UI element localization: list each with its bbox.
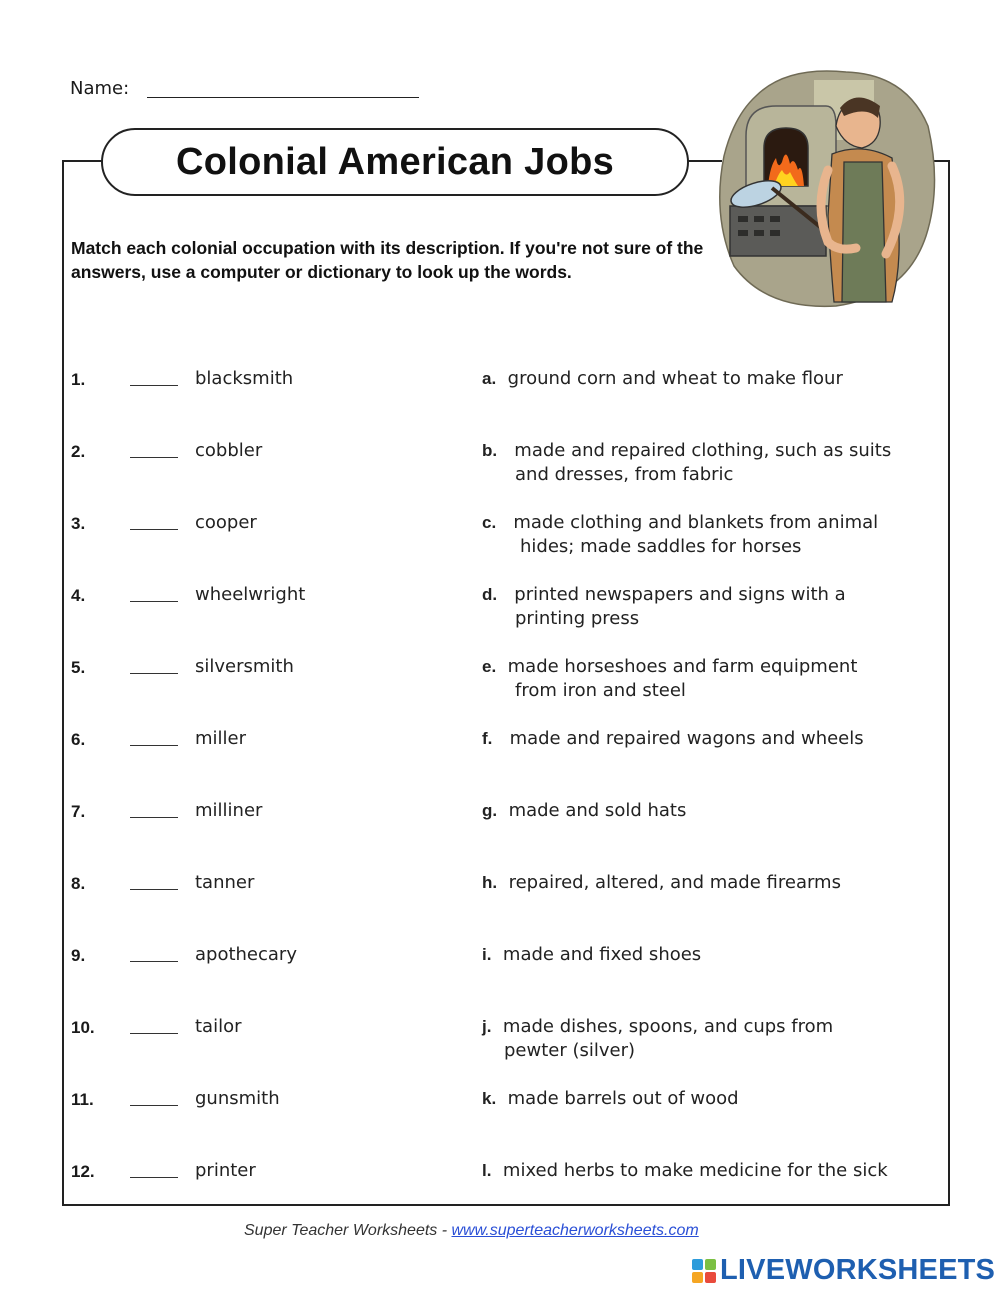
title-banner (101, 128, 689, 196)
job-number: 11. (71, 1090, 94, 1109)
description-letter: d. (482, 585, 498, 604)
description-i (482, 943, 932, 967)
description-l (482, 1159, 932, 1183)
answer-blank[interactable] (130, 1105, 178, 1106)
description-text-cont: hides; made saddles for horses (520, 536, 802, 557)
description-text-cont: pewter (silver) (504, 1040, 636, 1061)
job-number: 4. (71, 586, 86, 605)
instructions-text: Match each colonial occupation with its description. If you're not sure of the answers, use a computer or dictionary to look up the words. (71, 238, 704, 282)
job-name: wheelwright (195, 584, 306, 605)
job-number: 12. (71, 1162, 95, 1181)
answer-blank[interactable] (130, 673, 178, 674)
description-letter: c. (482, 513, 497, 532)
description-text: made and repaired clothing, such as suits (514, 440, 892, 461)
liveworksheets-logo[interactable] (692, 1254, 995, 1287)
description-a (482, 367, 932, 391)
answer-blank[interactable] (130, 601, 178, 602)
answer-blank[interactable] (130, 817, 178, 818)
footer-credit (244, 1222, 699, 1240)
job-number: 2. (71, 442, 86, 461)
description-text: made dishes, spoons, and cups from (502, 1016, 834, 1037)
job-name: milliner (195, 800, 263, 821)
description-text: made and fixed shoes (502, 944, 702, 965)
job-number: 7. (71, 802, 86, 821)
description-text: printed newspapers and signs with a (514, 584, 846, 605)
description-text: made barrels out of wood (507, 1088, 739, 1109)
answer-blank[interactable] (130, 1177, 178, 1178)
job-name: printer (195, 1160, 256, 1181)
logo-block (705, 1272, 716, 1283)
answer-blank[interactable] (130, 961, 178, 962)
job-number: 6. (71, 730, 86, 749)
description-letter: l. (482, 1161, 492, 1180)
job-name: silversmith (195, 656, 294, 677)
job-name: miller (195, 728, 247, 749)
job-number: 9. (71, 946, 86, 965)
description-b (482, 439, 932, 487)
job-name: gunsmith (195, 1088, 280, 1109)
description-letter: g. (482, 801, 498, 820)
answer-blank[interactable] (130, 889, 178, 890)
description-h (482, 871, 932, 895)
logo-blocks-icon (692, 1259, 716, 1283)
logo-block (692, 1259, 703, 1270)
job-name: blacksmith (195, 368, 294, 389)
footer-link[interactable]: www.superteacherworksheets.com (451, 1222, 699, 1239)
answer-blank[interactable] (130, 457, 178, 458)
description-text-cont: from iron and steel (515, 680, 686, 701)
frame-top-left (62, 160, 104, 162)
job-number: 1. (71, 370, 86, 389)
page-title: Colonial American Jobs (175, 140, 615, 183)
description-j (482, 1015, 932, 1063)
job-name: apothecary (195, 944, 297, 965)
job-name: tanner (195, 872, 255, 893)
description-text: made clothing and blankets from animal (513, 512, 879, 533)
description-text: mixed herbs to make medicine for the sick (502, 1160, 888, 1181)
description-d (482, 583, 932, 631)
description-letter: k. (482, 1089, 497, 1108)
answer-blank[interactable] (130, 1033, 178, 1034)
description-f (482, 727, 932, 751)
description-k (482, 1087, 932, 1111)
description-c (482, 511, 932, 559)
job-name: tailor (195, 1016, 242, 1037)
logo-block (692, 1272, 703, 1283)
description-text-cont: and dresses, from fabric (515, 464, 734, 485)
description-letter: i. (482, 945, 492, 964)
job-number: 8. (71, 874, 86, 893)
logo-block (705, 1259, 716, 1270)
job-name: cobbler (195, 440, 263, 461)
job-name: cooper (195, 512, 257, 533)
description-text: made and repaired wagons and wheels (509, 728, 864, 749)
job-number: 3. (71, 514, 86, 533)
answer-blank[interactable] (130, 745, 178, 746)
blacksmith-at-forge-illustration (716, 66, 940, 310)
description-letter: b. (482, 441, 498, 460)
description-text-cont: printing press (515, 608, 640, 629)
answer-blank[interactable] (130, 529, 178, 530)
description-letter: e. (482, 657, 497, 676)
description-letter: j. (482, 1017, 492, 1036)
description-letter: h. (482, 873, 498, 892)
name-input-line[interactable] (147, 97, 419, 98)
answer-blank[interactable] (130, 385, 178, 386)
description-e (482, 655, 932, 703)
name-label: Name: (70, 78, 130, 99)
job-number: 5. (71, 658, 86, 677)
footer-source: Super Teacher Worksheets - (244, 1222, 452, 1239)
description-letter: f. (482, 729, 493, 748)
description-text: ground corn and wheat to make flour (507, 368, 843, 389)
description-letter: a. (482, 369, 497, 388)
description-text: repaired, altered, and made firearms (508, 872, 841, 893)
logo-text: LIVEWORKSHEETS (720, 1254, 996, 1286)
description-text: made horseshoes and farm equipment (507, 656, 858, 677)
description-text: made and sold hats (508, 800, 687, 821)
description-g (482, 799, 932, 823)
job-number: 10. (71, 1018, 95, 1037)
